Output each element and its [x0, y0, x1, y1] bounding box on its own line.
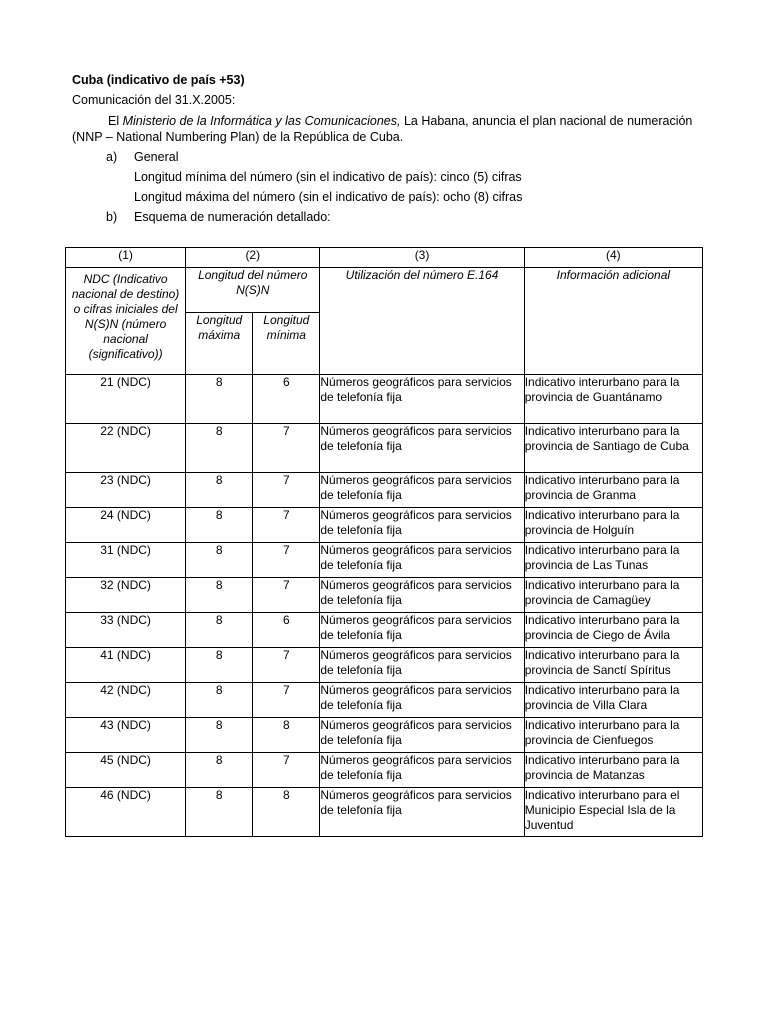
intro-prefix: El	[108, 114, 123, 128]
column-number-row	[66, 248, 703, 268]
ndc-cell: 43 (NDC)	[66, 718, 186, 753]
min-length-cell: 7	[253, 578, 320, 613]
ndc-cell: 32 (NDC)	[66, 578, 186, 613]
usage-cell: Números geográficos para servicios de telefonía fija	[320, 543, 524, 578]
info-cell: Indicativo interurbano para la provincia de Villa Clara	[524, 683, 702, 718]
table-row	[66, 375, 703, 424]
usage-cell: Números geográficos para servicios de telefonía fija	[320, 578, 524, 613]
table-body	[66, 375, 703, 837]
usage-header: Utilización del número E.164	[320, 268, 524, 375]
min-length-cell: 7	[253, 543, 320, 578]
section-b-label: b)	[106, 210, 118, 224]
section-b-title: Esquema de numeración detallado:	[134, 210, 331, 224]
info-cell: Indicativo interurbano para la provincia de Sanctí Spíritus	[524, 648, 702, 683]
ndc-cell: 31 (NDC)	[66, 543, 186, 578]
max-length-cell: 8	[186, 753, 253, 788]
document-title: Cuba (indicativo de país +53)	[72, 73, 245, 87]
info-cell: Indicativo interurbano para la provincia de Holguín	[524, 508, 702, 543]
max-length-cell: 8	[186, 375, 253, 424]
table-row	[66, 753, 703, 788]
section-a-label: a)	[106, 150, 118, 164]
info-header: Información adicional	[524, 268, 702, 375]
table-row	[66, 788, 703, 837]
usage-cell: Números geográficos para servicios de telefonía fija	[320, 473, 524, 508]
min-length-cell: 7	[253, 424, 320, 473]
max-length-text: Longitud máxima del número (sin el indicativo de país): ocho (8) cifras	[134, 190, 523, 204]
ndc-cell: 46 (NDC)	[66, 788, 186, 837]
max-length-cell: 8	[186, 788, 253, 837]
min-length-text: Longitud mínima del número (sin el indicativo de país): cinco (5) cifras	[134, 170, 522, 184]
numbering-plan-table	[65, 247, 703, 837]
ndc-cell: 24 (NDC)	[66, 508, 186, 543]
max-length-cell: 8	[186, 424, 253, 473]
min-length-cell: 7	[253, 473, 320, 508]
usage-cell: Números geográficos para servicios de telefonía fija	[320, 508, 524, 543]
ndc-cell: 23 (NDC)	[66, 473, 186, 508]
max-length-cell: 8	[186, 613, 253, 648]
info-cell: Indicativo interurbano para el Municipio Especial Isla de la Juventud	[524, 788, 702, 837]
ndc-cell: 42 (NDC)	[66, 683, 186, 718]
usage-cell: Números geográficos para servicios de telefonía fija	[320, 788, 524, 837]
ndc-cell: 41 (NDC)	[66, 648, 186, 683]
min-length-cell: 7	[253, 683, 320, 718]
max-length-cell: 8	[186, 578, 253, 613]
max-length-cell: 8	[186, 648, 253, 683]
section-a-title: General	[134, 150, 179, 164]
ndc-header: NDC (Indicativo nacional de destino) o cifras iniciales del N(S)N (número nacional (significativo))	[66, 268, 186, 375]
table-row	[66, 508, 703, 543]
info-cell: Indicativo interurbano para la provincia de Camagüey	[524, 578, 702, 613]
length-header: Longitud del número N(S)N	[186, 268, 320, 313]
info-cell: Indicativo interurbano para la provincia de Granma	[524, 473, 702, 508]
ndc-cell: 22 (NDC)	[66, 424, 186, 473]
info-cell: Indicativo interurbano para la provincia de Ciego de Ávila	[524, 613, 702, 648]
min-length-cell: 8	[253, 788, 320, 837]
max-length-cell: 8	[186, 543, 253, 578]
usage-cell: Números geográficos para servicios de telefonía fija	[320, 753, 524, 788]
table-row	[66, 718, 703, 753]
usage-cell: Números geográficos para servicios de telefonía fija	[320, 683, 524, 718]
info-cell: Indicativo interurbano para la provincia de Guantánamo	[524, 375, 702, 424]
min-length-header: Longitud mínima	[253, 312, 320, 374]
min-length-cell: 7	[253, 648, 320, 683]
table-row	[66, 543, 703, 578]
info-cell: Indicativo interurbano para la provincia de Santiago de Cuba	[524, 424, 702, 473]
communication-date: Comunicación del 31.X.2005:	[72, 93, 236, 107]
min-length-cell: 6	[253, 375, 320, 424]
ndc-cell: 45 (NDC)	[66, 753, 186, 788]
usage-cell: Números geográficos para servicios de telefonía fija	[320, 375, 524, 424]
intro-paragraph	[72, 113, 712, 145]
max-length-cell: 8	[186, 473, 253, 508]
table-row	[66, 648, 703, 683]
info-cell: Indicativo interurbano para la provincia de Cienfuegos	[524, 718, 702, 753]
usage-cell: Números geográficos para servicios de telefonía fija	[320, 613, 524, 648]
col-number-3: (3)	[320, 248, 524, 268]
col-number-2: (2)	[186, 248, 320, 268]
col-number-1: (1)	[66, 248, 186, 268]
min-length-cell: 7	[253, 753, 320, 788]
max-length-cell: 8	[186, 718, 253, 753]
info-cell: Indicativo interurbano para la provincia de Matanzas	[524, 753, 702, 788]
table-row	[66, 424, 703, 473]
min-length-cell: 7	[253, 508, 320, 543]
max-length-cell: 8	[186, 508, 253, 543]
table-row	[66, 613, 703, 648]
ministry-name: Ministerio de la Informática y las Comunicaciones,	[122, 114, 401, 128]
header-row	[66, 268, 703, 313]
usage-cell: Números geográficos para servicios de telefonía fija	[320, 648, 524, 683]
min-length-cell: 6	[253, 613, 320, 648]
col-number-4: (4)	[524, 248, 702, 268]
ndc-cell: 21 (NDC)	[66, 375, 186, 424]
max-length-cell: 8	[186, 683, 253, 718]
table-row	[66, 578, 703, 613]
min-length-cell: 8	[253, 718, 320, 753]
table-row	[66, 683, 703, 718]
max-length-header: Longitud máxima	[186, 312, 253, 374]
table-row	[66, 473, 703, 508]
intro-rest: La Habana, anuncia el plan nacional de numeración (NNP – National Numbering Plan) de la República de Cuba.	[72, 114, 693, 144]
ndc-cell: 33 (NDC)	[66, 613, 186, 648]
info-cell: Indicativo interurbano para la provincia de Las Tunas	[524, 543, 702, 578]
usage-cell: Números geográficos para servicios de telefonía fija	[320, 718, 524, 753]
usage-cell: Números geográficos para servicios de telefonía fija	[320, 424, 524, 473]
